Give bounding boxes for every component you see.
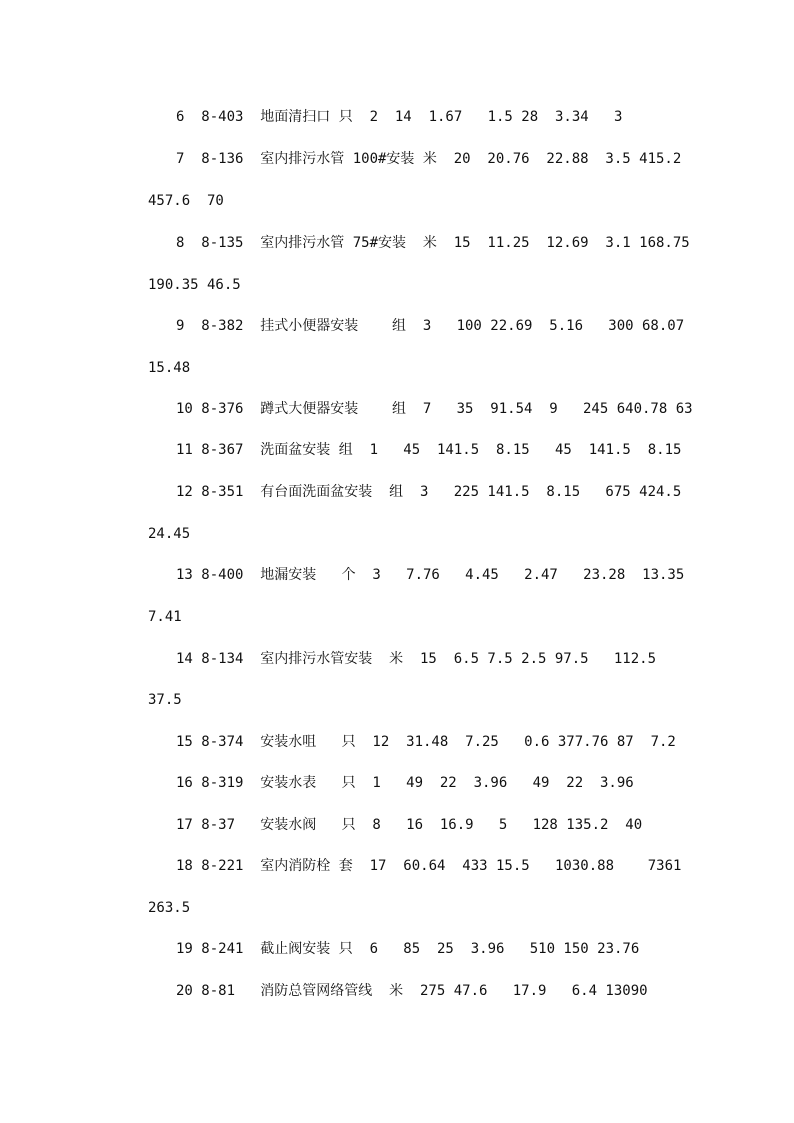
text-line: 17 8-37 安装水阀 只 8 16 16.9 5 128 135.2 40 [176, 817, 643, 833]
text-line: 10 8-376 蹲式大便器安装 组 7 35 91.54 9 245 640.78 63 [176, 401, 693, 417]
text-line: 16 8-319 安装水表 只 1 49 22 3.96 49 22 3.96 [176, 775, 634, 791]
text-line: 8 8-135 室内排污水管 75#安装 米 15 11.25 12.69 3.1 168.75 [176, 235, 690, 251]
text-line: 19 8-241 截止阀安装 只 6 85 25 3.96 510 150 23.76 [176, 941, 640, 957]
text-line: 263.5 [148, 900, 191, 916]
text-line: 7.41 [148, 609, 182, 625]
text-line: 190.35 46.5 [148, 277, 241, 293]
text-line: 15 8-374 安装水咀 只 12 31.48 7.25 0.6 377.76 87 7.2 [176, 734, 676, 750]
text-line: 9 8-382 挂式小便器安装 组 3 100 22.69 5.16 300 68.07 [176, 318, 685, 334]
text-line: 11 8-367 洗面盆安装 组 1 45 141.5 8.15 45 141.5 8.15 [176, 442, 682, 458]
text-line: 37.5 [148, 692, 182, 708]
text-line: 13 8-400 地漏安装 个 3 7.76 4.45 2.47 23.28 13.35 [176, 567, 685, 583]
text-line: 15.48 [148, 360, 191, 376]
text-line: 24.45 [148, 526, 191, 542]
text-line: 18 8-221 室内消防栓 套 17 60.64 433 15.5 1030.88 7361 [176, 858, 682, 874]
text-line: 457.6 70 [148, 193, 224, 209]
text-line: 20 8-81 消防总管网络管线 米 275 47.6 17.9 6.4 13090 [176, 983, 648, 999]
text-line: 6 8-403 地面清扫口 只 2 14 1.67 1.5 28 3.34 3 [176, 109, 623, 125]
text-line: 7 8-136 室内排污水管 100#安装 米 20 20.76 22.88 3.5 415.2 [176, 151, 682, 167]
text-line: 12 8-351 有台面洗面盆安装 组 3 225 141.5 8.15 675 424.5 [176, 484, 682, 500]
text-line: 14 8-134 室内排污水管安装 米 15 6.5 7.5 2.5 97.5 112.5 [176, 651, 657, 667]
